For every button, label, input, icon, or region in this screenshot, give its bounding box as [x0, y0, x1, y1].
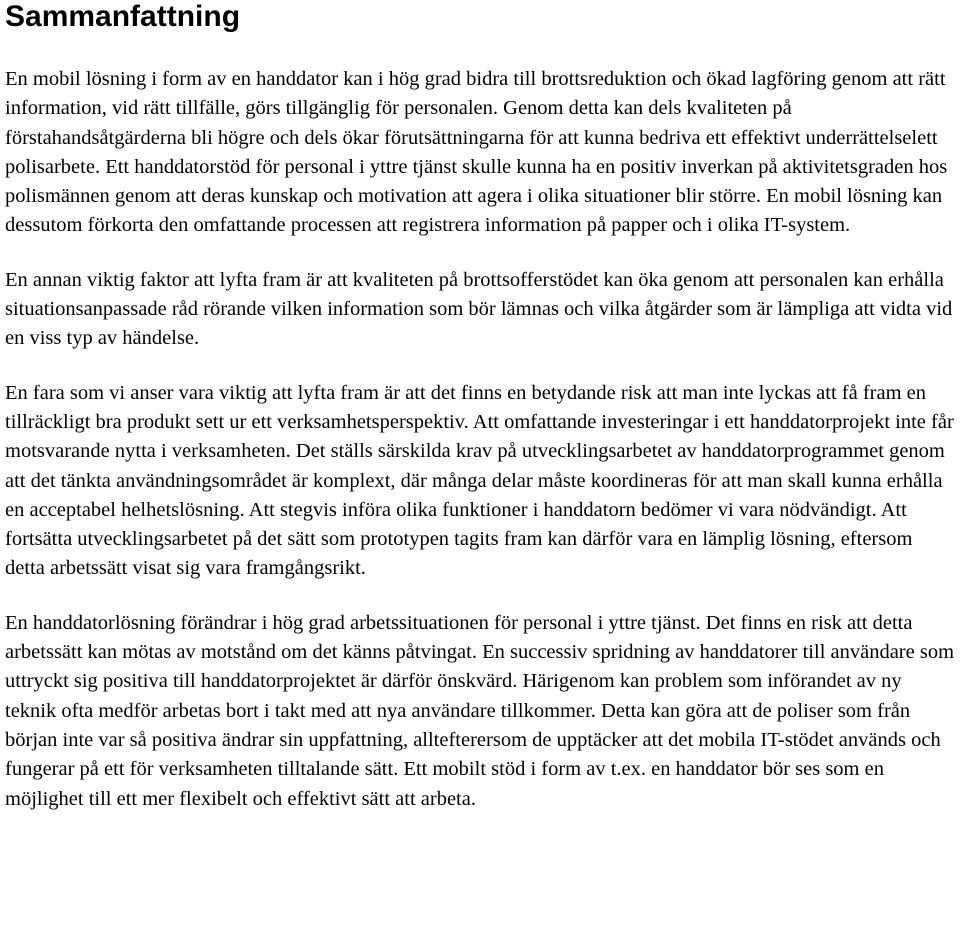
document-page: [5, 0, 955, 814]
paragraph-1: En mobil lösning i form av en handdator kan i hög grad bidra till brottsreduktion och ökad lagföring genom att rätt information, vid rätt tillfälle, görs tillgänglig för personalen. Genom detta kan dels kvaliteten på förstahandsåtgärderna bli högre och dels ökar förutsättningarna för att kunna bedriva ett effektivt underrättelselett polisarbete. Ett handdatorstöd för personal i yttre tjänst skulle kunna ha en positiv inverkan på aktivitetsgraden hos polismännen genom att deras kunskap och motivation att agera i olika situationer blir större. En mobil lösning kan dessutom förkorta den omfattande processen att registrera information på papper och i olika IT-system.: [5, 68, 948, 237]
paragraph-3: En fara som vi anser vara viktig att lyfta fram är att det finns en betydande risk att man inte lyckas att få fram en tillräckligt bra produkt sett ur ett verksamhetsperspektiv. Att omfattande investeringar i ett handdatorprojekt inte får motsvarande nytta i verksamheten. Det ställs särskilda krav på utvecklingsarbetet av handdatorprogrammet genom att det tänkta användningsområdet är komplext, där många delar måste koordineras för att man skall kunna erhålla en acceptabel helhetslösning. Att stegvis införa olika funktioner i handdatorn bedömer vi vara nödvändigt. Att fortsätta utvecklingsarbetet på det sätt som prototypen tagits fram kan därför vara en lämplig lösning, eftersom detta arbetssätt visat sig vara framgångsrikt.: [5, 381, 954, 580]
paragraph-2: En annan viktig faktor att lyfta fram är att kvaliteten på brottsofferstödet kan öka genom att personalen kan erhålla situationsanpassade råd rörande vilken information som bör lämnas och vilka åtgärder som är lämpliga att vidta vid en viss typ av händelse.: [5, 268, 953, 350]
paragraph-4: En handdatorlösning förändrar i hög grad arbetssituationen för personal i yttre tjänst. Det finns en risk att detta arbetssätt kan mötas av motstånd om det känns påtvingat. En successiv spridning av handdatorer till användare som uttryckt sig positiva till handdatorprojektet är därför önskvärd. Härigenom kan problem som införandet av ny teknik ofta medför arbetas bort i takt med att nya användare tillkommer. Detta kan göra att de poliser som från början inte var så positiva ändrar sin uppfattning, alltefterersom de upptäcker att det mobila IT-stödet används och fungerar på ett för verksamheten tilltalande sätt. Ett mobilt stöd i form av t.ex. en handdator bör ses som en möjlighet till ett mer flexibelt och effektivt sätt att arbeta.: [5, 611, 955, 810]
page-title: Sammanfattning: [5, 0, 241, 33]
